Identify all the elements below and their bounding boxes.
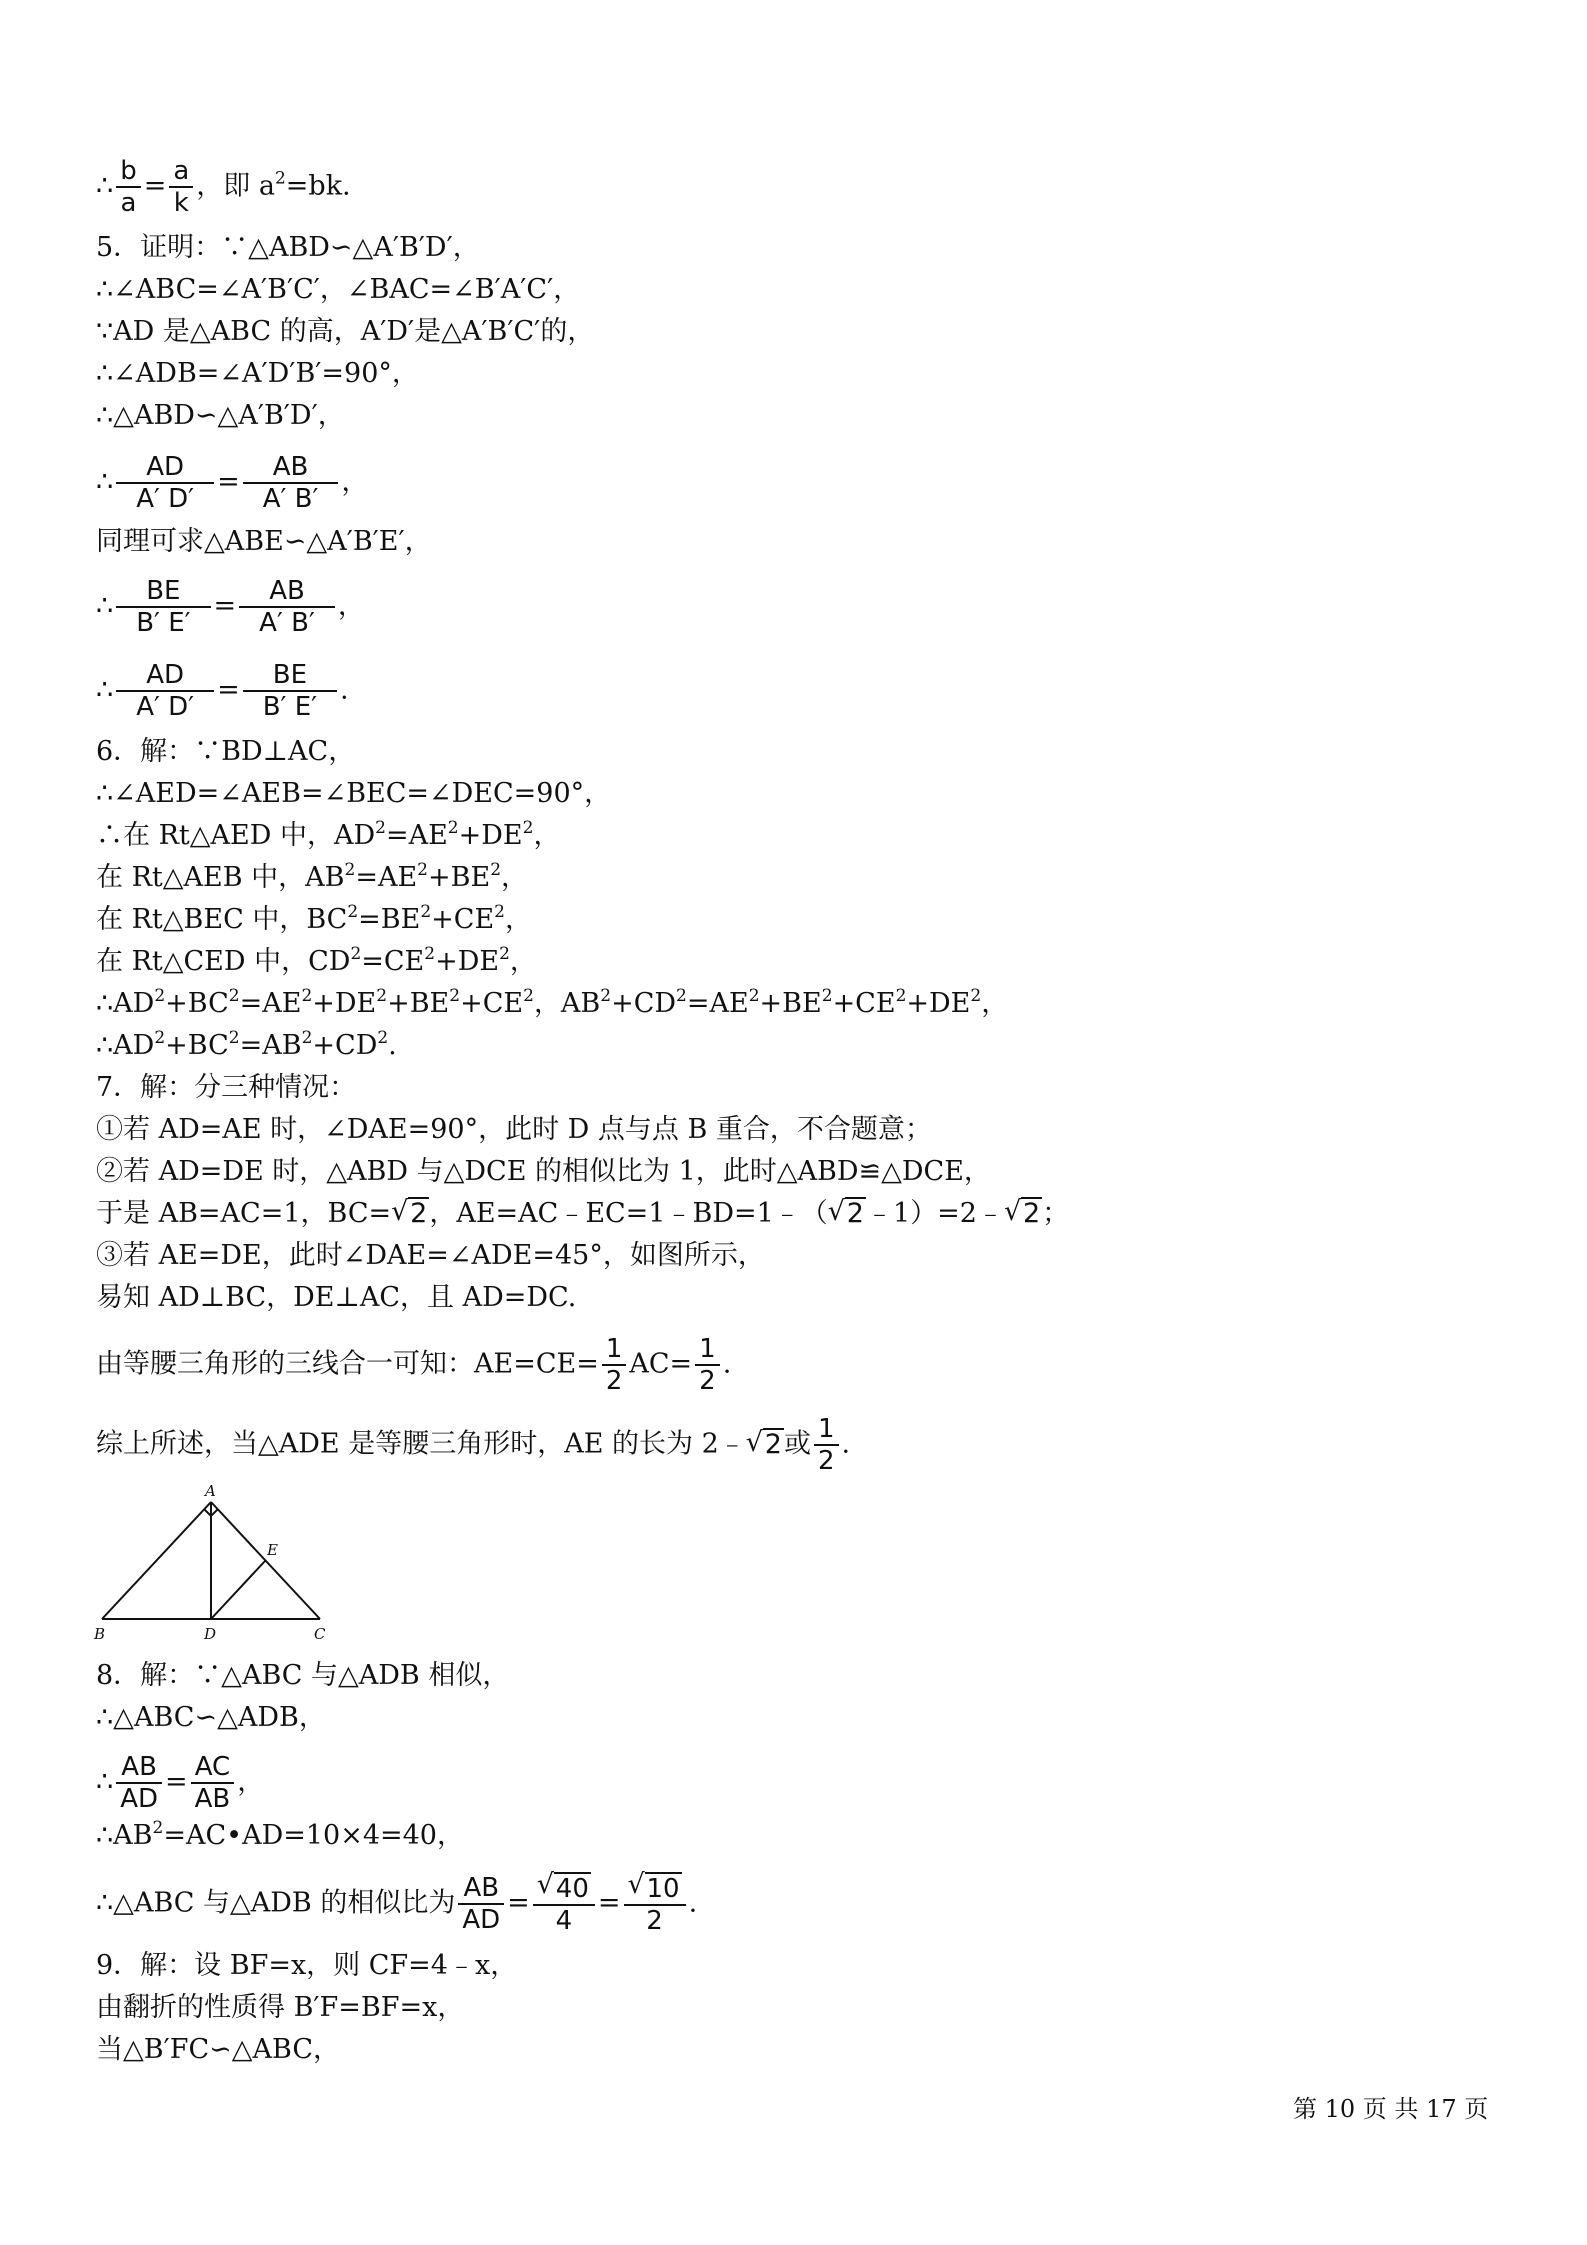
radical-sign: √ [745,1426,763,1458]
fraction [116,452,214,514]
line-19: 7．解：分三种情况： [96,1072,357,1103]
text: 于是 AB=AC=1，BC= [96,1198,392,1229]
denominator: AD [120,1784,158,1814]
superscript: 2 [676,986,687,1006]
text: ， [533,820,561,851]
denominator: A′ B′ [259,608,315,638]
text: =AE [686,988,749,1019]
line-16 [96,942,537,982]
line-30 [96,1816,464,1856]
segment-de [211,1561,265,1619]
text: =AE [239,988,302,1019]
radical-sign: √ [827,1196,845,1227]
denominator: 2 [817,1446,835,1476]
text: . [340,674,349,706]
superscript: 2 [970,986,982,1006]
text: . [722,1348,732,1380]
superscript: 2 [228,986,240,1006]
superscript: 2 [420,902,432,922]
label-c: C [314,1625,326,1642]
equals: = [143,170,167,202]
text: =AE [355,862,418,893]
page-footer: 第 10 页 共 17 页 [1293,2095,1489,2123]
text: ∴AB [96,1820,153,1851]
line-22 [96,1194,1069,1234]
numerator: 1 [695,1334,720,1366]
superscript: 2 [301,1028,313,1048]
fraction [116,576,210,638]
superscript: 2 [350,944,362,964]
text: +BE [387,988,450,1019]
radicand: 40 [555,1874,589,1904]
fraction-b-over-a [116,156,141,218]
fraction-sqrt40-over-4 [533,1869,595,1936]
text: AC= [629,1348,693,1380]
superscript: 2 [154,986,166,1006]
text: ，AE=AC﹣EC=1﹣BD=1﹣（ [429,1198,828,1229]
superscript: 2 [301,986,313,1006]
fraction-sqrt10-over-2 [624,1869,686,1936]
radical-sign: √ [536,1869,555,1900]
sqrt [1004,1194,1042,1234]
denominator: A′ D′ [136,692,195,722]
numerator: 1 [814,1414,839,1446]
radicand: 2 [410,1198,428,1229]
text: ， [341,466,369,498]
text: 综上所述，当△ADE 是等腰三角形时，AE 的长为 2﹣ [96,1428,746,1460]
line-31 [96,1869,698,1936]
radical-sign: √ [1003,1196,1022,1227]
sqrt [746,1425,784,1465]
radical-sign: √ [391,1196,409,1227]
text: ， [501,862,529,893]
line-09 [96,576,365,638]
text: +BC [165,988,229,1019]
numerator: AD [116,660,214,692]
line-32: 9．解：设 BF=x，则 CF=4﹣x， [96,1950,518,1981]
radicand: 2 [846,1198,864,1229]
sqrt [391,1194,429,1234]
superscript: 2 [375,818,386,838]
fraction [239,576,335,638]
text: +CE [460,988,524,1019]
line-06: ∴△ABD∽△A′B′D′， [96,400,345,431]
fraction [243,452,339,514]
superscript: 2 [821,986,833,1006]
therefore-symbol: ∴ [96,466,114,498]
denominator: AD [462,1905,501,1935]
superscript: 2 [347,902,359,922]
superscript: 2 [600,986,612,1006]
text: ∴AD [96,988,155,1019]
text: ， [505,904,532,935]
denominator: k [173,188,189,218]
text: ∴在 Rt△AED 中，AD [96,820,376,851]
denominator: B′ E′ [136,608,191,638]
triangle-figure [90,1482,340,1642]
text: +BE [759,988,822,1019]
text: +CD [611,988,677,1019]
therefore-symbol: ∴ [96,674,114,706]
equals: = [213,590,237,622]
fraction [116,660,214,722]
numerator [624,1869,686,1906]
numerator: b [116,156,141,188]
superscript: 2 [447,818,459,838]
text: ∴△ABC 与△ADB 的相似比为 [96,1887,456,1919]
superscript: 2 [274,168,286,189]
text: ， [237,1766,265,1798]
superscript: 2 [499,944,510,964]
therefore-symbol: ∴ [96,1766,114,1798]
text: ﹣1）=2﹣ [865,1198,1004,1229]
fraction-ab-over-ad [458,1873,504,1935]
numerator [533,1869,595,1906]
line-18 [96,1026,397,1066]
equals: = [597,1887,621,1919]
line-20: ①若 AD=AE 时，∠DAE=90°，此时 D 点与点 B 重合，不合题意； [96,1114,932,1145]
line-24: 易知 AD⊥BC，DE⊥AC，且 AD=DC. [96,1282,577,1313]
superscript: 2 [344,860,356,880]
superscript: 2 [424,944,436,964]
fraction [243,660,337,722]
segment-ab [102,1502,211,1619]
radicand: 2 [1022,1198,1041,1229]
superscript: 2 [152,1818,164,1838]
sqrt [828,1194,866,1234]
text: ，即 a [196,170,275,202]
text: ； [1042,1198,1070,1229]
numerator: 1 [602,1334,627,1366]
line-17 [96,984,1008,1024]
line-34: 当△B′FC∽△ABC， [96,2034,341,2065]
superscript: 2 [748,986,760,1006]
fraction-a-over-k [169,156,193,218]
text: ， [981,988,1009,1019]
line-26 [96,1414,851,1476]
line-02: 5．证明：∵△ABD∽△A′B′D′， [96,232,480,263]
text: . [841,1428,851,1460]
sqrt [627,1869,682,1904]
text: +CD [312,1030,378,1061]
text: 或 [783,1428,811,1460]
line-14 [96,858,528,898]
radicand: 2 [764,1428,782,1460]
line-29 [96,1752,265,1814]
text: 在 Rt△CED 中，CD [96,946,351,977]
line-08: 同理可求△ABE∽△A′B′E′， [96,526,432,557]
superscript: 2 [490,860,502,880]
text: ，AB [533,988,601,1019]
numerator: AB [239,576,335,608]
numerator: AB [243,452,339,484]
equals: = [217,674,240,706]
fraction-one-half [695,1334,720,1396]
sqrt [536,1869,591,1904]
fraction-one-half [814,1414,839,1476]
text: =AC•AD=10×4=40， [163,1820,464,1851]
line-04: ∵AD 是△ABC 的高，A′D′是△A′B′C′的， [96,316,595,347]
numerator: BE [116,576,210,608]
text: =CE [361,946,425,977]
line-05: ∴∠ADB=∠A′D′B′=90°， [96,358,419,389]
superscript: 2 [895,986,907,1006]
line-01 [96,156,351,218]
line-07 [96,452,369,514]
equals: = [165,1766,188,1798]
label-a: A [205,1482,216,1500]
label-e: E [267,1541,278,1559]
line-03: ∴∠ABC=∠A′B′C′，∠BAC=∠B′A′C′， [96,274,581,305]
numerator: AD [116,452,214,484]
denominator: 4 [555,1906,573,1936]
equals: = [507,1887,530,1919]
denominator: A′ D′ [136,484,195,514]
superscript: 2 [228,1028,240,1048]
superscript: 2 [522,818,534,838]
label-b: B [94,1625,106,1642]
fraction [116,1752,162,1814]
numerator: AB [458,1873,504,1905]
fraction-one-half [602,1334,627,1396]
text: 在 Rt△BEC 中，BC [96,904,348,935]
denominator: B′ E′ [262,692,318,722]
superscript: 2 [417,860,428,880]
numerator: AC [191,1752,235,1784]
numerator: AB [116,1752,162,1784]
text: +BE [428,862,491,893]
line-28: ∴△ABC∽△ADB， [96,1702,326,1733]
line-23: ③若 AE=DE，此时∠DAE=∠ADE=45°，如图所示， [96,1240,765,1271]
text: =AB [239,1030,302,1061]
denominator: 2 [646,1906,663,1936]
text: +CE [832,988,896,1019]
superscript: 2 [154,1028,166,1048]
numerator: BE [243,660,337,692]
line-11: 6．解：∵BD⊥AC， [96,736,356,767]
radical-sign: √ [627,1869,645,1900]
text: +DE [906,988,971,1019]
text: +DE [312,988,377,1019]
text: +DE [435,946,500,977]
label-d: D [204,1625,217,1642]
superscript: 2 [376,986,388,1006]
line-21: ②若 AD=DE 时，△ABD 与△DCE 的相似比为 1，此时△ABD≌△DCE， [96,1156,991,1187]
line-15 [96,900,532,940]
text: +CE [431,904,495,935]
text: =bk. [285,170,351,202]
superscript: 2 [377,1028,389,1048]
numerator: a [169,156,193,188]
fraction [191,1752,235,1814]
text: . [388,1030,397,1061]
therefore-symbol: ∴ [96,590,114,622]
text: =BE [358,904,421,935]
superscript: 2 [494,902,505,922]
text: 由等腰三角形的三线合一可知：AE=CE= [96,1348,599,1380]
text: 在 Rt△AEB 中，AB [96,862,345,893]
text: ∴AD [96,1030,155,1061]
superscript: 2 [449,986,461,1006]
text: +DE [458,820,523,851]
text: . [688,1887,698,1919]
text: =AE [385,820,448,851]
line-13 [96,816,560,856]
line-10 [96,660,349,722]
text: ， [337,590,365,622]
denominator: 2 [605,1366,623,1396]
line-33: 由翻折的性质得 B′F=BF=x， [96,1992,465,2023]
line-12: ∴∠AED=∠AEB=∠BEC=∠DEC=90°， [96,778,612,809]
text: +BC [165,1030,229,1061]
denominator: 2 [699,1366,716,1396]
equals: = [217,466,240,498]
therefore-symbol: ∴ [96,170,114,202]
line-27: 8．解：∵△ABC 与△ADB 相似， [96,1660,510,1691]
superscript: 2 [523,986,534,1006]
text: ， [509,946,537,977]
line-25 [96,1334,732,1396]
denominator: A′ B′ [262,484,319,514]
radicand: 10 [646,1874,680,1904]
denominator: a [120,188,137,218]
denominator: AB [194,1784,231,1814]
